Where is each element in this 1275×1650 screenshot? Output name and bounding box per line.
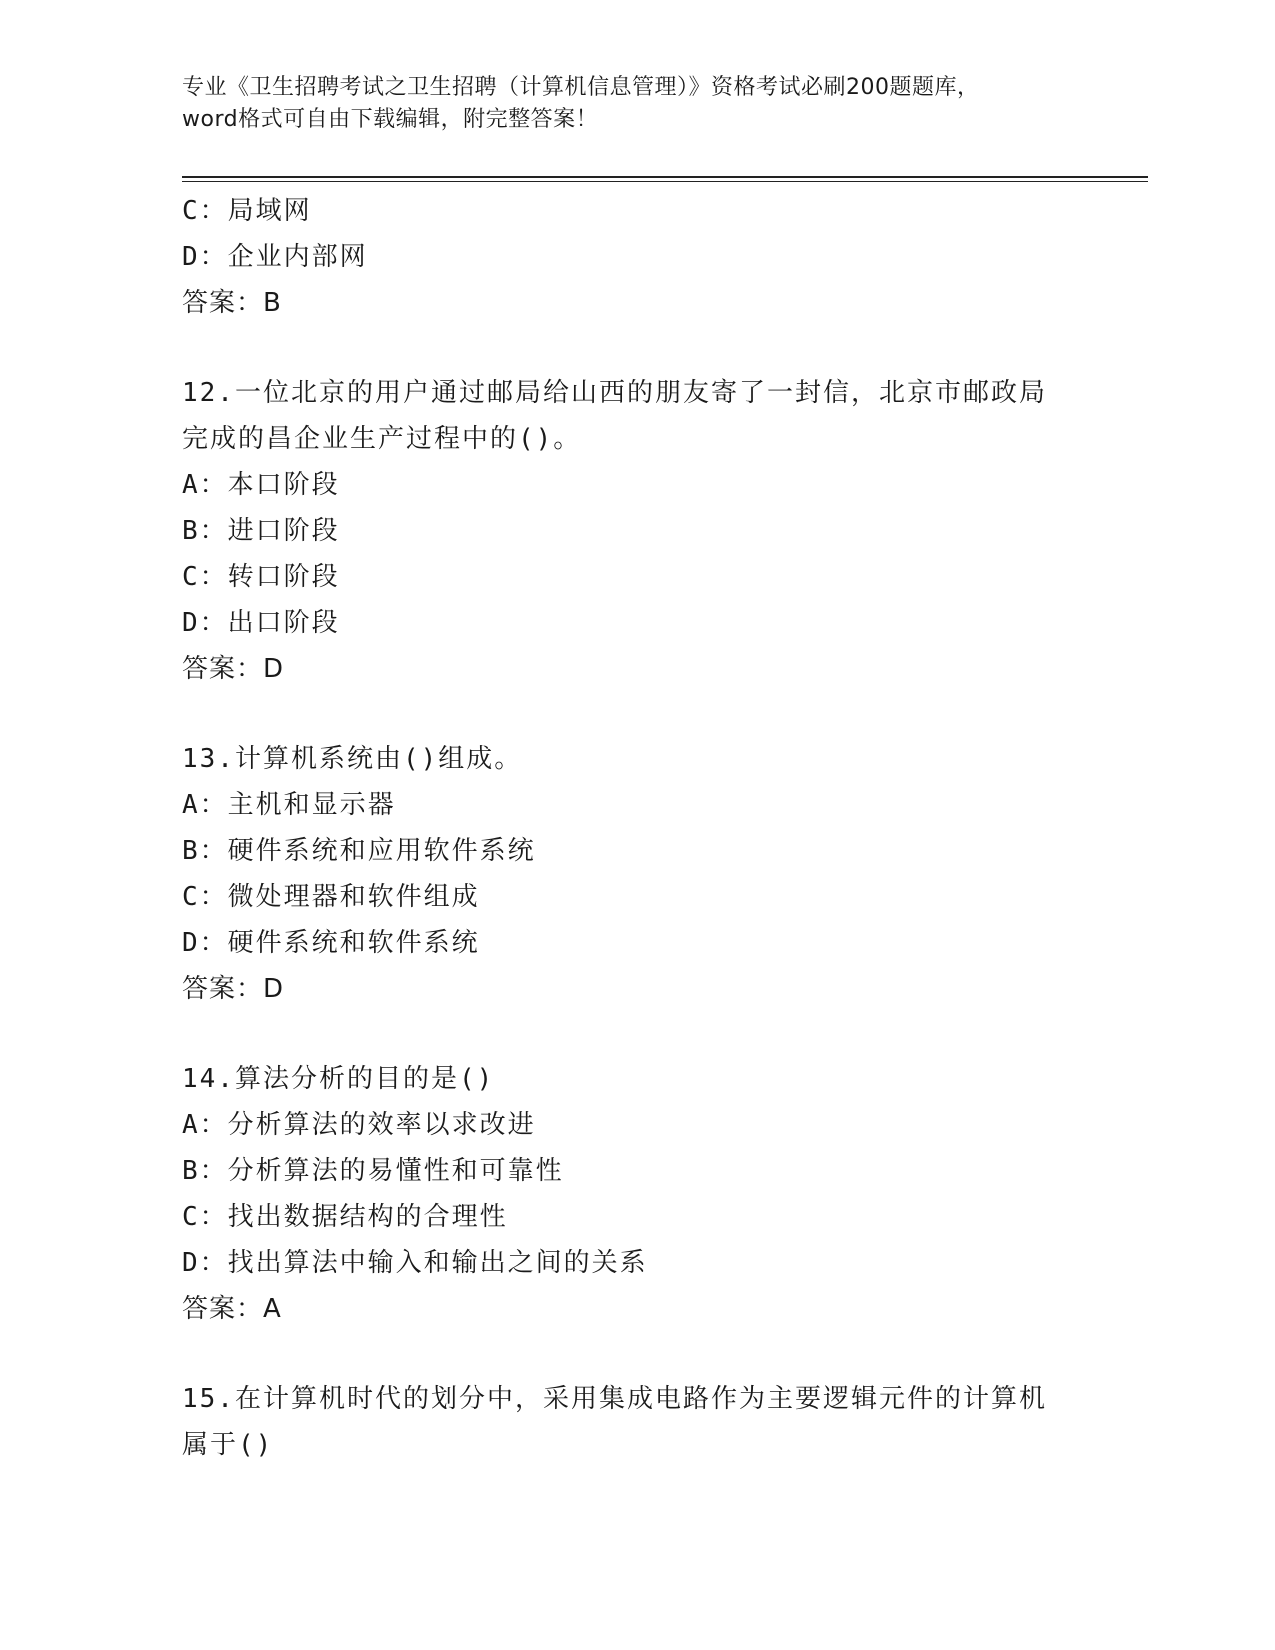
question-stem: 完成的昌企业生产过程中的()。 [182, 424, 582, 454]
answer-label: 答案：D [182, 654, 285, 684]
document-header [182, 72, 1102, 136]
question-14 [182, 1056, 1062, 1332]
question-15 [182, 1376, 1062, 1468]
option-d: D：找出算法中输入和输出之间的关系 [182, 1248, 648, 1278]
header-divider-thin [182, 181, 1148, 182]
option-a: A：分析算法的效率以求改进 [182, 1110, 536, 1140]
option-c: C：局域网 [182, 196, 312, 226]
question-11-tail [182, 188, 1062, 326]
answer-label: 答案：A [182, 1294, 282, 1324]
option-c: C：转口阶段 [182, 562, 340, 592]
question-stem: 12.一位北京的用户通过邮局给山西的朋友寄了一封信，北京市邮政局 [182, 378, 1047, 408]
option-b: B：分析算法的易懂性和可靠性 [182, 1156, 564, 1186]
option-d: D：出口阶段 [182, 608, 340, 638]
option-c: C：找出数据结构的合理性 [182, 1202, 508, 1232]
question-13 [182, 736, 1062, 1012]
question-stem: 属于() [182, 1430, 274, 1460]
question-stem: 14.算法分析的目的是() [182, 1064, 495, 1094]
header-line-2: word格式可自由下载编辑，附完整答案！ [182, 107, 599, 132]
option-a: A：主机和显示器 [182, 790, 396, 820]
header-divider-thick [182, 176, 1148, 178]
option-d: D：硬件系统和软件系统 [182, 928, 480, 958]
header-line-1: 专业《卫生招聘考试之卫生招聘（计算机信息管理）》资格考试必刷200题题库， [182, 75, 980, 100]
option-a: A：本口阶段 [182, 470, 340, 500]
question-stem: 15.在计算机时代的划分中，采用集成电路作为主要逻辑元件的计算机 [182, 1384, 1047, 1414]
answer-label: 答案：B [182, 288, 282, 318]
option-c: C：微处理器和软件组成 [182, 882, 480, 912]
option-b: B：进口阶段 [182, 516, 340, 546]
answer-label: 答案：D [182, 974, 285, 1004]
question-12 [182, 370, 1062, 692]
question-list [182, 188, 1062, 1468]
question-stem: 13.计算机系统由()组成。 [182, 744, 523, 774]
option-d: D：企业内部网 [182, 242, 368, 272]
option-b: B：硬件系统和应用软件系统 [182, 836, 536, 866]
